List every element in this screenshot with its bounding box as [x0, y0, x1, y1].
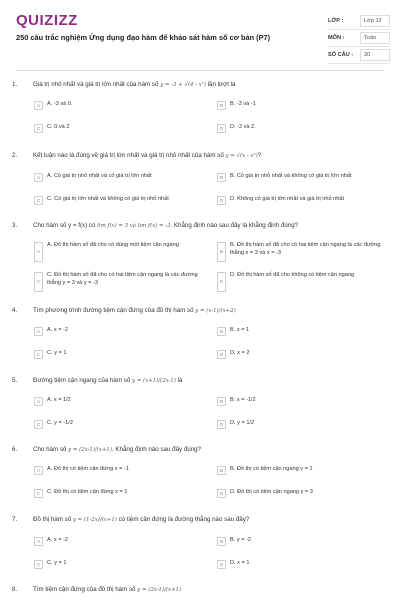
option-c[interactable]: C C. y = 1 — [34, 560, 204, 569]
option-b[interactable]: B B. Đồ thị hàm số đã cho có hai tiệm cận ngang là các đường thẳng x = 3 và x = -3 — [217, 242, 392, 262]
meta-label: MÔN : — [328, 35, 345, 41]
meta-row-subject — [328, 30, 390, 47]
option-a[interactable]: A A. x = 1/2 — [34, 397, 204, 406]
option-c[interactable]: C C. Có giá trị lớn nhất và không có giá trị nhỏ nhất — [34, 196, 204, 205]
meta-row-class — [328, 13, 390, 30]
option-d[interactable]: D D. y = 1/2 — [217, 420, 387, 429]
option-d[interactable]: D D. Đồ thị có tiệm cận ngang y = 3 — [217, 489, 387, 498]
question-text: Giá trị nhỏ nhất và giá trị lớn nhất của hàm số y = -3 + √(4 - x²) lần lượt là — [33, 81, 236, 88]
option-c[interactable]: C C. 0 và 2 — [34, 124, 204, 133]
option-c[interactable]: C C. Đồ thị có tiệm cận đứng x = 1 — [34, 489, 204, 498]
question-text: Cho hàm số y = f(x) có lim f(x) = 3 và lim f(x) = -3. Khẳng định nào sau đây là khẳng định đúng? — [33, 222, 299, 229]
option-a[interactable]: A A. Có giá trị nhỏ nhất và có giá trị lớn nhất — [34, 173, 204, 182]
option-b[interactable]: B B. x = -1/2 — [217, 397, 387, 406]
question-number: 1. — [12, 81, 18, 88]
option-b[interactable]: B B. Có giá trị nhỏ nhất và không có giá trị lớn nhất — [217, 173, 392, 182]
option-d[interactable]: D D. x = 1 — [217, 560, 387, 569]
question-number: 3. — [12, 222, 18, 229]
question-number: 6. — [12, 446, 18, 453]
meta-panel — [328, 13, 390, 64]
question-text: Tìm tiệm cận đứng của đồ thị hàm số y = (2x-1)/(x+1) — [33, 586, 182, 593]
meta-value: 30 — [360, 49, 390, 61]
question-number: 2. — [12, 152, 18, 159]
meta-label: LỚP : — [328, 18, 344, 24]
page-title: 250 câu trắc nghiệm Ứng dụng đạo hàm để khảo sát hàm số cơ bản (P7) — [16, 33, 271, 42]
option-c[interactable]: C C. y = -1/2 — [34, 420, 204, 429]
option-c[interactable]: C C. Đồ thị hàm số đã cho có hai tiệm cận ngang là các đường thẳng y = 3 và y = -3 — [34, 272, 199, 292]
option-c[interactable]: C C. y = 1 — [34, 350, 204, 359]
option-a[interactable]: A A. x = -2 — [34, 537, 204, 546]
option-a[interactable]: A A. Đồ thị hàm số đã cho có đúng một tiệm cận ngang — [34, 242, 199, 262]
meta-value: Lớp 12 — [360, 15, 390, 27]
question-text: Cho hàm số y = (2x-1)/(x+1). Khẳng định nào sau đây đúng? — [33, 446, 202, 453]
meta-value: Toán — [360, 32, 390, 44]
option-a[interactable]: A A. Đồ thị có tiệm cận đứng x = -1 — [34, 466, 204, 475]
question-number: 5. — [12, 377, 18, 384]
question-text: Tìm phương trình đường tiệm cận đứng của đồ thị hàm số y = (x-1)/(x+2) — [33, 307, 236, 314]
question-text: Kết luận nào là đúng về giá trị lớn nhất và giá trị nhỏ nhất của hàm số y = √(x - x²)? — [33, 152, 262, 159]
option-d[interactable]: D D. Không có giá trị lớn nhất và giá trị nhỏ nhất — [217, 196, 392, 205]
option-b[interactable]: B B. y = -2 — [217, 537, 387, 546]
option-b[interactable]: B B. -3 và -1 — [217, 101, 387, 110]
question-number: 8. — [12, 586, 18, 593]
question-text: Đường tiệm cận ngang của hàm số y = (x+1)/(2x-1) là — [33, 377, 183, 384]
option-b[interactable]: B B. x = 1 — [217, 327, 387, 336]
quizizz-logo: QUIZIZZ — [16, 12, 78, 29]
option-a[interactable]: A A. -3 và 0. — [34, 101, 204, 110]
option-d[interactable]: D D. x = 2 — [217, 350, 387, 359]
meta-row-count — [328, 47, 390, 64]
meta-label: SỐ CÂU : — [328, 52, 354, 58]
option-d[interactable]: D D. Đồ thị hàm số đã cho không có tiệm cận ngang — [217, 272, 392, 292]
question-number: 7. — [12, 516, 18, 523]
question-number: 4. — [12, 307, 18, 314]
header-divider — [16, 70, 384, 71]
question-text: Đồ thị hàm số y = (1-2x)/(x+1) có tiệm cận đứng là đường thẳng nào sau đây? — [33, 516, 250, 523]
option-a[interactable]: A A. x = -2 — [34, 327, 204, 336]
option-d[interactable]: D D. -2 và 2. — [217, 124, 387, 133]
option-b[interactable]: B B. Đồ thị có tiệm cận ngang y = 1 — [217, 466, 387, 475]
